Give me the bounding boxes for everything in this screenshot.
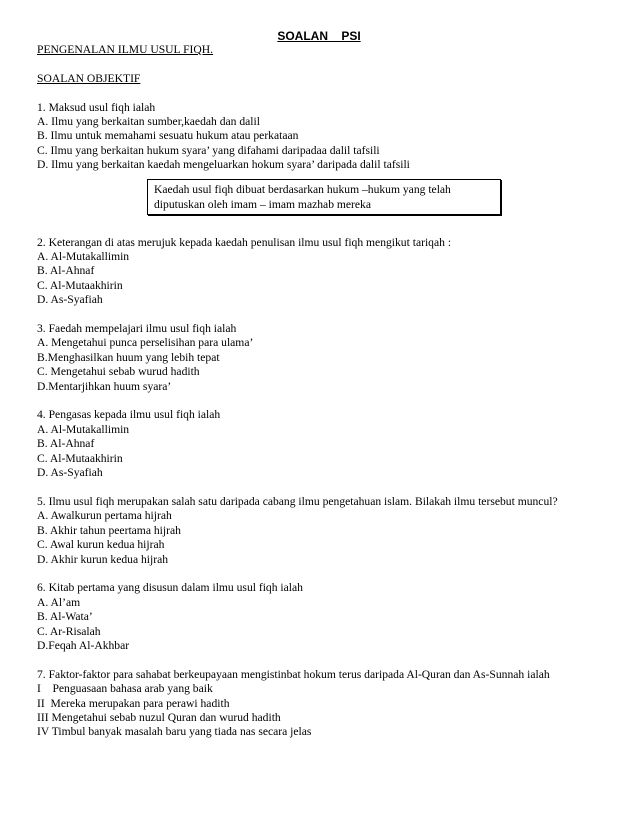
option-iv: IV Timbul banyak masalah baru yang tiada nas secara jelas [37,725,312,739]
question-4 [37,408,627,480]
question-text: 6. Kitab pertama yang disusun dalam ilmu usul fiqh ialah [37,581,303,595]
option-c: C. Ar-Risalah [37,624,101,638]
note-line-2: diputuskan oleh imam – imam mazhab mereka [154,197,371,211]
option-d: D. As-Syafiah [37,293,103,307]
option-a: A. Al-Mutakallimin [37,250,130,264]
topic-heading: PENGENALAN ILMU USUL FIQH. [37,43,214,56]
option-b: B. Ilmu untuk memahami sesuatu hukum atau perkataan [37,129,299,143]
option-b: B.Menghasilkan huum yang lebih tepat [37,350,220,364]
option-b: B. Akhir tahun peertama hijrah [37,523,181,537]
option-c: C. Awal kurun kedua hijrah [37,538,165,552]
question-1 [37,101,627,173]
option-a: A. Al’am [37,595,81,609]
option-d: D.Mentarjihkan huum syara’ [37,379,172,393]
option-a: A. Al-Mutakallimin [37,422,130,436]
question-text: 5. Ilmu usul fiqh merupakan salah satu daripada cabang ilmu pengetahuan islam. Bilakah ilmu tersebut muncul? [37,494,558,508]
question-2 [37,236,627,308]
option-b: B. Al-Wata’ [37,610,93,624]
option-d: D. Akhir kurun kedua hijrah [37,552,169,566]
question-text: 2. Keterangan di atas merujuk kepada kaedah penulisan ilmu usul fiqh mengikut tariqah : [37,235,452,249]
question-text: 1. Maksud usul fiqh ialah [37,100,156,114]
question-text: 4. Pengasas kepada ilmu usul fiqh ialah [37,408,221,422]
document-title: SOALAN PSI [277,29,361,43]
option-a: A. Awalkurun pertama hijrah [37,509,172,523]
question-text: 7. Faktor-faktor para sahabat berkeupayaan mengistinbat hokum terus daripada Al-Quran dan As-Sunnah ialah [37,667,550,681]
note-line-1: Kaedah usul fiqh dibuat berdasarkan hukum –hukum yang telah [154,182,451,196]
option-d: D.Feqah Al-Akhbar [37,638,130,652]
document-content [37,43,627,740]
option-c: C. Al-Mutaakhirin [37,278,123,292]
question-6 [37,581,627,653]
option-b: B. Al-Ahnaf [37,264,95,278]
option-d: D. As-Syafiah [37,466,103,480]
question-5 [37,495,627,567]
option-c: C. Al-Mutaakhirin [37,451,123,465]
note-box [147,179,501,215]
option-i: I Penguasaan bahasa arab yang baik [37,682,213,696]
option-ii: II Mereka merupakan para perawi hadith [37,696,230,710]
question-text: 3. Faedah mempelajari ilmu usul fiqh ialah [37,322,237,336]
option-b: B. Al-Ahnaf [37,437,95,451]
option-a: A. Ilmu yang berkaitan sumber,kaedah dan dalil [37,115,260,128]
section-heading: SOALAN OBJEKTIF [37,71,141,85]
option-c: C. Mengetahui sebab wurud hadith [37,365,200,379]
option-iii: III Mengetahui sebab nuzul Quran dan wurud hadith [37,710,281,724]
option-d: D. Ilmu yang berkaitan kaedah mengeluarkan hokum syara’ daripada dalil tafsili [37,158,410,172]
question-3 [37,322,627,394]
option-c: C. Ilmu yang berkaitan hukum syara’ yang difahami daripadaa dalil tafsili [37,143,380,157]
option-a: A. Mengetahui punca perselisihan para ulama’ [37,336,254,350]
question-7 [37,668,627,740]
